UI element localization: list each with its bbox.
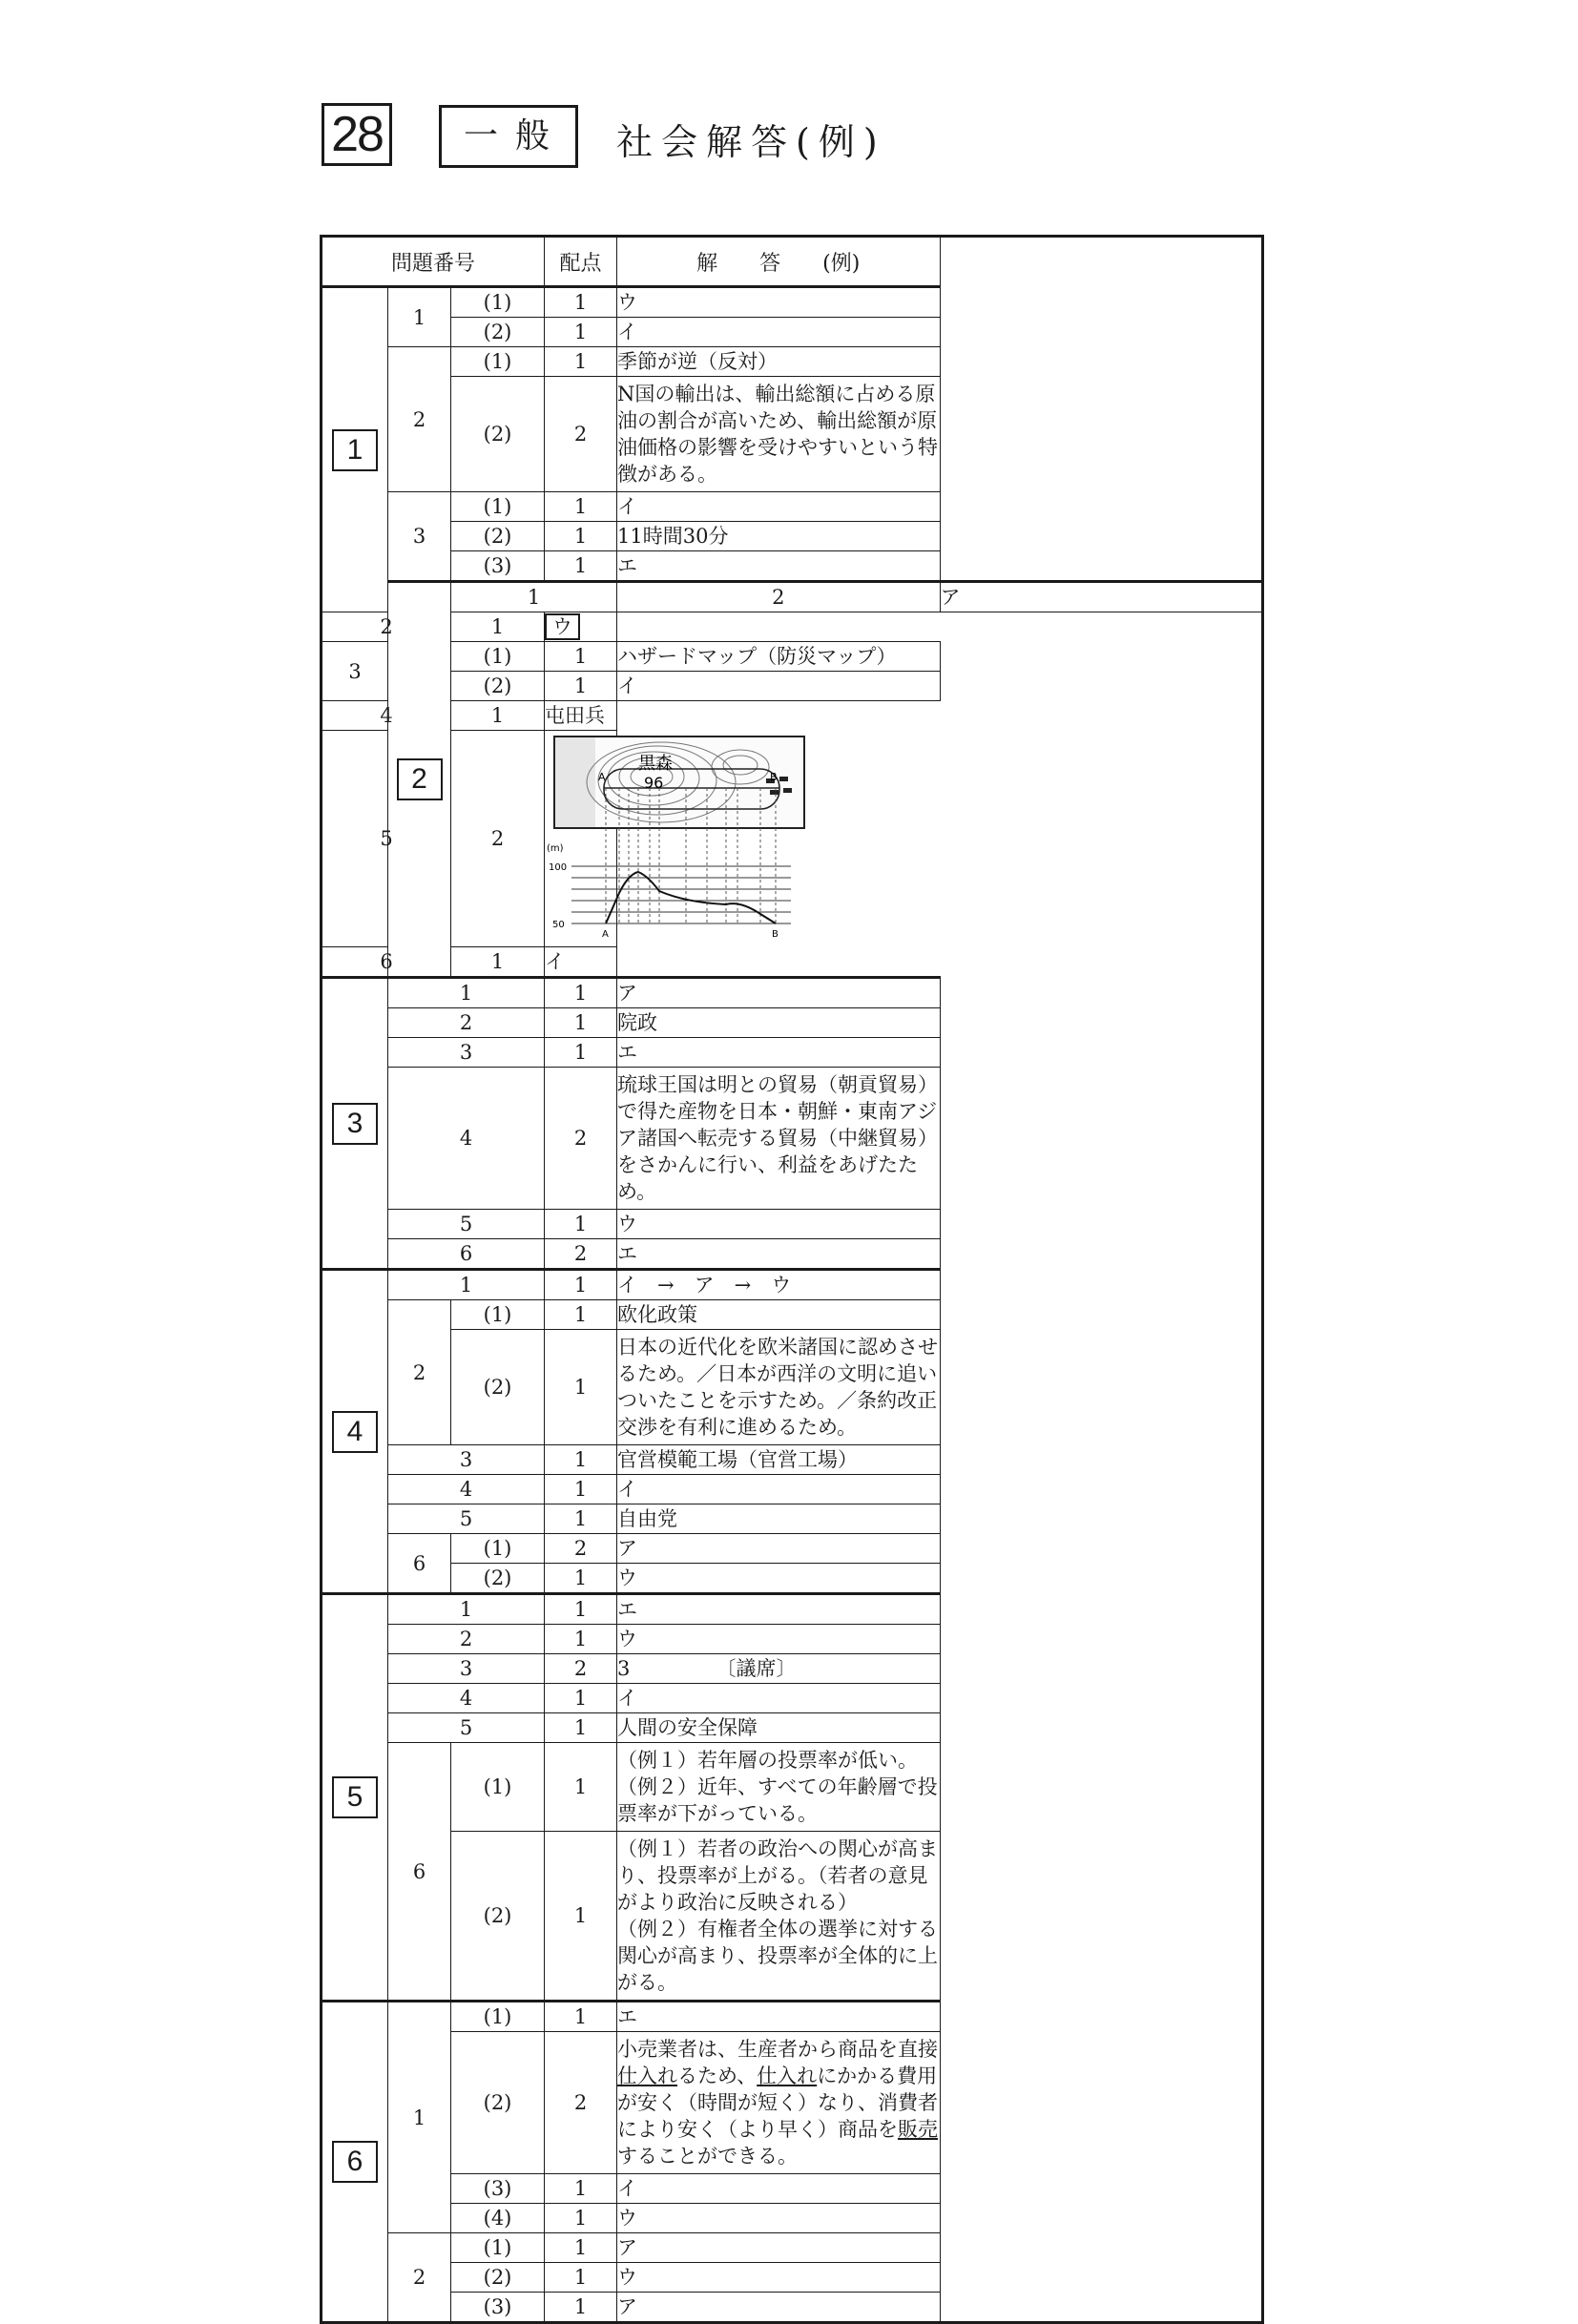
points: 1 xyxy=(545,642,617,672)
question-number: 1 xyxy=(388,1594,545,1625)
question-number: 1 xyxy=(388,287,451,347)
sub-number: (2) xyxy=(451,1330,545,1445)
table-row xyxy=(322,1743,1263,1832)
section-badge: 2 xyxy=(397,758,443,800)
answer: エ xyxy=(617,1594,940,1625)
question-number: 1 xyxy=(451,582,617,612)
points: 1 xyxy=(545,672,617,701)
sub-number: (2) xyxy=(451,2032,545,2174)
answer: イ xyxy=(617,318,940,347)
answer: ア xyxy=(617,2293,940,2323)
question-number: 1 xyxy=(388,1270,545,1300)
question-number: 3 xyxy=(388,1445,545,1475)
table-row xyxy=(322,1008,1263,1038)
answer: ウ xyxy=(617,2204,940,2233)
table-row xyxy=(322,2032,1263,2174)
question-number: 2 xyxy=(388,1008,545,1038)
page-title: 社会解答(例) xyxy=(616,121,886,163)
question-number: 2 xyxy=(388,347,451,492)
profile-figure-cell xyxy=(545,731,779,947)
table-row xyxy=(322,672,1263,701)
points: 1 xyxy=(545,978,617,1008)
points: 1 xyxy=(545,1300,617,1330)
sub-number: (2) xyxy=(451,522,545,551)
sub-number: (2) xyxy=(451,1832,545,2002)
answer: エ xyxy=(617,2002,940,2032)
section-badge: 1 xyxy=(332,429,378,471)
section-5 xyxy=(322,1594,388,2002)
sub-number: (1) xyxy=(451,642,545,672)
points: 1 xyxy=(545,1504,617,1534)
answer: ウ xyxy=(617,287,940,318)
answer-text: 小売業者は、生産者から商品を直接 xyxy=(617,2038,939,2061)
answer: イ xyxy=(545,947,617,978)
table-row xyxy=(322,347,1263,377)
points: 1 xyxy=(545,492,617,522)
sub-number: (1) xyxy=(451,492,545,522)
answer-text: にかかる費用が安く（時間が短く）なり、消費者により安く（より早く）商品を xyxy=(617,2065,939,2141)
table-row xyxy=(322,1684,1263,1713)
answer: ハザードマップ（防災マップ） xyxy=(617,642,940,672)
points: 1 xyxy=(545,1210,617,1239)
y-tick-100: 100 xyxy=(549,861,568,873)
answer: 官営模範工場（官営工場） xyxy=(617,1445,940,1475)
points: 1 xyxy=(545,2174,617,2204)
answer: 季節が逆（反対） xyxy=(617,347,940,377)
section-badge: 3 xyxy=(332,1103,378,1145)
points: 1 xyxy=(545,287,617,318)
section-3 xyxy=(322,978,388,1270)
table-row xyxy=(322,1270,1263,1300)
table-row xyxy=(322,377,1263,492)
points: 1 xyxy=(545,1832,617,2002)
table-row xyxy=(322,2293,1263,2323)
section-6 xyxy=(322,2002,388,2323)
answer: エ xyxy=(617,1239,940,1270)
y-tick-50: 50 xyxy=(552,919,565,930)
sub-number: (3) xyxy=(451,551,545,582)
table-row xyxy=(322,1210,1263,1239)
question-number: 4 xyxy=(388,1068,545,1210)
sub-number: (1) xyxy=(451,1534,545,1564)
sub-number: (3) xyxy=(451,2293,545,2323)
sub-number: (1) xyxy=(451,2233,545,2263)
answer: ウ xyxy=(617,1625,940,1654)
question-number: 6 xyxy=(388,1743,451,2002)
answer: ウ xyxy=(617,1210,940,1239)
points: 1 xyxy=(545,2002,617,2032)
question-number: 3 xyxy=(388,1038,545,1068)
table-row xyxy=(322,1564,1263,1594)
points: 1 xyxy=(545,1270,617,1300)
answer: イ xyxy=(617,1684,940,1713)
answer xyxy=(617,1743,940,1832)
answer: イ xyxy=(617,672,940,701)
answer: ウ xyxy=(617,2263,940,2293)
question-number: 3 xyxy=(322,642,388,701)
answer: イ xyxy=(617,1475,940,1504)
exam-category-box: 一般 xyxy=(439,105,578,168)
question-number: 5 xyxy=(388,1210,545,1239)
points: 1 xyxy=(545,1475,617,1504)
points: 1 xyxy=(545,2293,617,2323)
points: 1 xyxy=(545,1330,617,1445)
answer-value: 3 xyxy=(617,1657,631,1680)
points: 1 xyxy=(545,318,617,347)
question-number: 4 xyxy=(388,1684,545,1713)
table-row xyxy=(322,1625,1263,1654)
profile-grid xyxy=(571,866,791,923)
sub-number: (1) xyxy=(451,1743,545,1832)
section-badge: 6 xyxy=(332,2141,378,2183)
points: 2 xyxy=(545,377,617,492)
answer: 欧化政策 xyxy=(617,1300,940,1330)
points: 2 xyxy=(451,731,545,947)
section-badge: 5 xyxy=(332,1776,378,1818)
answer: イ xyxy=(617,492,940,522)
points: 1 xyxy=(545,1743,617,1832)
points: 1 xyxy=(545,1445,617,1475)
answer-example-1: （例１）若者の政治への関心が高まり、投票率が上がる。（若者の意見がより政治に反映される） xyxy=(617,1837,939,1914)
answer: イ xyxy=(617,2174,940,2204)
table-row xyxy=(322,1445,1263,1475)
question-number: 3 xyxy=(388,1654,545,1684)
elevation-mark: 96 xyxy=(644,773,664,792)
points: 1 xyxy=(545,1713,617,1743)
answer: N国の輸出は、輸出総額に占める原油の割合が高いため、輸出総額が原油価格の影響を受けやすいという特徴がある。 xyxy=(617,377,940,492)
question-number: 6 xyxy=(388,1239,545,1270)
answer: 自由党 xyxy=(617,1504,940,1534)
profile-label-b: B xyxy=(772,928,779,940)
answer: 院政 xyxy=(617,1008,940,1038)
table-row xyxy=(322,2204,1263,2233)
answer: 人間の安全保障 xyxy=(617,1713,940,1743)
points: 1 xyxy=(545,1625,617,1654)
points: 2 xyxy=(545,1654,617,1684)
points: 1 xyxy=(451,701,545,731)
question-number: 2 xyxy=(388,2233,451,2323)
question-number: 6 xyxy=(388,1534,451,1594)
table-row xyxy=(322,2174,1263,2204)
answer: 11時間30分 xyxy=(617,522,940,551)
answer: エ xyxy=(617,1038,940,1068)
table-row xyxy=(322,2233,1263,2263)
table-row xyxy=(322,1832,1263,2002)
table-row xyxy=(322,1038,1263,1068)
answer: 日本の近代化を欧米諸国に認めさせるため。／日本が西洋の文明に追いついたことを示すため。／条約改正交渉を有利に進めるため。 xyxy=(617,1330,940,1445)
sub-number: (1) xyxy=(451,1300,545,1330)
header-points: 配点 xyxy=(545,237,617,287)
table-row xyxy=(322,522,1263,551)
boxed-answer: ウ xyxy=(545,613,580,640)
table-row xyxy=(322,582,1263,612)
exam-number-box: 28 xyxy=(322,103,392,166)
question-number: 4 xyxy=(388,1475,545,1504)
points: 1 xyxy=(545,1684,617,1713)
profile-label-a: A xyxy=(602,928,609,940)
answer: ア xyxy=(617,1534,940,1564)
points: 2 xyxy=(545,2032,617,2174)
answer-unit: 〔議席〕 xyxy=(716,1657,797,1680)
sub-number: (2) xyxy=(451,2263,545,2293)
table-row xyxy=(322,1300,1263,1330)
answer: ア xyxy=(940,582,1263,612)
points: 1 xyxy=(451,612,545,642)
table-row xyxy=(322,1330,1263,1445)
points: 1 xyxy=(545,2204,617,2233)
sub-number: (1) xyxy=(451,347,545,377)
answer xyxy=(617,1654,940,1684)
underlined-term: 仕入れ xyxy=(617,2065,678,2087)
table-row xyxy=(322,612,1263,642)
points: 2 xyxy=(545,1239,617,1270)
sub-number: (2) xyxy=(451,672,545,701)
answer: ア xyxy=(617,2233,940,2263)
map-label-a: A xyxy=(598,770,606,783)
table-row xyxy=(322,1654,1263,1684)
question-number: 1 xyxy=(388,2002,451,2233)
table-row xyxy=(322,1594,1263,1625)
sub-number: (2) xyxy=(451,377,545,492)
points: 1 xyxy=(545,1594,617,1625)
elevation-profile-figure xyxy=(545,733,821,941)
table-row xyxy=(322,287,1263,318)
question-number: 2 xyxy=(388,1300,451,1445)
map-shaded-area xyxy=(555,737,595,827)
answer: 屯田兵 xyxy=(545,701,617,731)
answer xyxy=(617,2032,940,2174)
points: 2 xyxy=(545,1534,617,1564)
table-row xyxy=(322,1713,1263,1743)
points: 1 xyxy=(545,347,617,377)
question-number: 1 xyxy=(388,978,545,1008)
question-number: 5 xyxy=(388,1504,545,1534)
table-header-row xyxy=(322,237,1263,287)
profile-curve xyxy=(606,872,776,923)
section-1 xyxy=(322,287,388,612)
question-number: 5 xyxy=(322,731,451,947)
sub-number: (2) xyxy=(451,318,545,347)
answer-example-2: （例２）近年、すべての年齢層で投票率が下がっている。 xyxy=(617,1775,938,1825)
table-row xyxy=(322,642,1263,672)
points: 2 xyxy=(545,1068,617,1210)
points: 1 xyxy=(545,551,617,582)
table-row xyxy=(322,731,1263,947)
header-answer: 解 答 (例) xyxy=(617,237,940,287)
answer-text: るため、 xyxy=(677,2065,758,2087)
table-row xyxy=(322,1239,1263,1270)
sub-number: (1) xyxy=(451,287,545,318)
answer-text: することができる。 xyxy=(617,2145,799,2168)
sub-number: (2) xyxy=(451,1564,545,1594)
answer: イ → ア → ウ xyxy=(617,1270,940,1300)
question-number: 5 xyxy=(388,1713,545,1743)
sub-number: (1) xyxy=(451,2002,545,2032)
table-row xyxy=(322,1504,1263,1534)
question-number: 4 xyxy=(322,701,451,731)
points: 1 xyxy=(545,2233,617,2263)
question-number: 3 xyxy=(388,492,451,582)
table-row xyxy=(322,1475,1263,1504)
map-place-name: 黒森 xyxy=(638,753,674,774)
points: 1 xyxy=(545,1038,617,1068)
table-row xyxy=(322,318,1263,347)
underlined-term: 販売 xyxy=(898,2118,939,2141)
points: 1 xyxy=(451,947,545,978)
underlined-term: 仕入れ xyxy=(757,2065,818,2087)
points: 1 xyxy=(545,522,617,551)
table-row xyxy=(322,947,1263,978)
sub-number: (4) xyxy=(451,2204,545,2233)
answer: エ xyxy=(617,551,940,582)
points: 2 xyxy=(617,582,940,612)
section-badge: 4 xyxy=(332,1411,378,1453)
points: 1 xyxy=(545,1008,617,1038)
section-4 xyxy=(322,1270,388,1594)
answer xyxy=(617,1832,940,2002)
header-question: 問題番号 xyxy=(322,237,545,287)
table-row xyxy=(322,701,1263,731)
question-number: 2 xyxy=(388,1625,545,1654)
table-row xyxy=(322,978,1263,1008)
table-row xyxy=(322,551,1263,582)
answer-example-1: （例１）若年層の投票率が低い。 xyxy=(617,1749,919,1772)
answer: ウ xyxy=(617,1564,940,1594)
answer: 琉球王国は明との貿易（朝貢貿易）で得た産物を日本・朝鮮・東南アジア諸国へ転売する貿易（中継貿易）をさかんに行い、利益をあげたため。 xyxy=(617,1068,940,1210)
sub-number: (3) xyxy=(451,2174,545,2204)
table-row xyxy=(322,1534,1263,1564)
answer: ア xyxy=(617,978,940,1008)
question-number: 2 xyxy=(322,612,451,642)
map-label-b: B xyxy=(770,770,778,783)
profile-unit: (m) xyxy=(547,842,564,854)
table-row xyxy=(322,1068,1263,1210)
question-number: 6 xyxy=(322,947,451,978)
points: 1 xyxy=(545,2263,617,2293)
points: 1 xyxy=(545,1564,617,1594)
table-row xyxy=(322,492,1263,522)
answer-table xyxy=(320,235,1264,2324)
answer-example-2: （例２）有権者全体の選挙に対する関心が高まり、投票率が全体的に上がる。 xyxy=(617,1918,939,1994)
table-row xyxy=(322,2002,1263,2032)
table-row xyxy=(322,2263,1263,2293)
